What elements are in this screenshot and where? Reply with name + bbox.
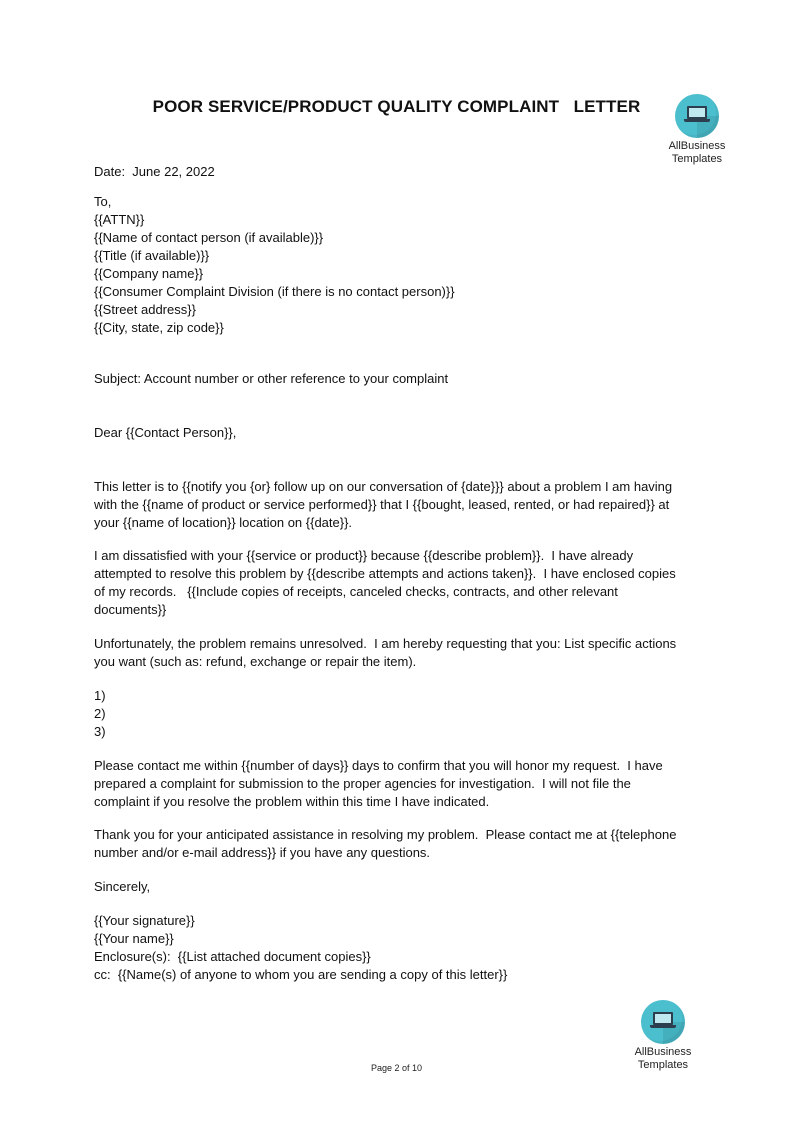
laptop-icon <box>641 1000 685 1044</box>
address-line: To, <box>94 194 112 209</box>
address-line: {{City, state, zip code}} <box>94 320 224 335</box>
brand-line2: Templates <box>671 153 723 165</box>
address-line: {{ATTN}} <box>94 212 145 227</box>
signature-line: cc: {{Name(s) of anyone to whom you are sending a copy of this letter}} <box>94 967 508 982</box>
brand-line1: AllBusiness <box>634 1046 692 1058</box>
salutation: Dear {{Contact Person}}, <box>94 425 237 440</box>
paragraph-5: Thank you for your anticipated assistance in resolving my problem. Please contact me at {{telephone number and/or e-mail address}} if you have any questions. <box>94 827 677 860</box>
subject-line: Subject: Account number or other reference to your complaint <box>94 371 449 386</box>
paragraph-3: Unfortunately, the problem remains unresolved. I am hereby requesting that you: List specific actions you want (such as: refund, exchange or repair the item). <box>94 636 677 669</box>
paragraph-4: Please contact me within {{number of days}} days to confirm that you will honor my request. I have prepared a complaint for submission to the proper agencies for investigation. I will not file the complaint if you resolve the problem within this time I have indicated. <box>94 758 663 809</box>
recipient-address <box>94 193 706 337</box>
signature-block <box>94 912 706 984</box>
brand-line1: AllBusiness <box>668 140 726 152</box>
closing: Sincerely, <box>94 879 151 894</box>
laptop-icon <box>675 94 719 138</box>
date-line: Date: June 22, 2022 <box>94 164 215 179</box>
address-line: {{Consumer Complaint Division (if there is no contact person)}} <box>94 284 455 299</box>
list-item: 1) <box>94 688 106 703</box>
address-line: {{Title (if available)}} <box>94 248 210 263</box>
action-list <box>94 687 706 741</box>
brand-logo-top <box>662 94 732 166</box>
address-line: {{Name of contact person (if available)}} <box>94 230 324 245</box>
paragraph-2: I am dissatisfied with your {{service or product}} because {{describe problem}}. I have already attempted to resolve this problem by {{describe attempts and actions taken}}. I have enclosed copies of my records. {{Include copies of receipts, canceled checks, contracts, and other relevant documents}} <box>94 548 676 617</box>
signature-line: {{Your signature}} <box>94 913 195 928</box>
paragraph-1: This letter is to {{notify you {or} follow up on our conversation of {date}}} about a problem I am having with the {{name of product or service performed}} that I {{bought, leased, rented, or had repaired}} at your {{name of location}} location on {{date}}. <box>94 479 673 530</box>
list-item: 3) <box>94 724 106 739</box>
signature-line: Enclosure(s): {{List attached document copies}} <box>94 949 371 964</box>
address-line: {{Street address}} <box>94 302 196 317</box>
list-item: 2) <box>94 706 106 721</box>
address-line: {{Company name}} <box>94 266 204 281</box>
signature-line: {{Your name}} <box>94 931 174 946</box>
letter-title: POOR SERVICE/PRODUCT QUALITY COMPLAINT LETTER <box>152 97 641 116</box>
brand-line2: Templates <box>637 1059 689 1071</box>
brand-logo-bottom <box>628 1000 698 1072</box>
page-number: Page 2 of 10 <box>370 1063 423 1073</box>
